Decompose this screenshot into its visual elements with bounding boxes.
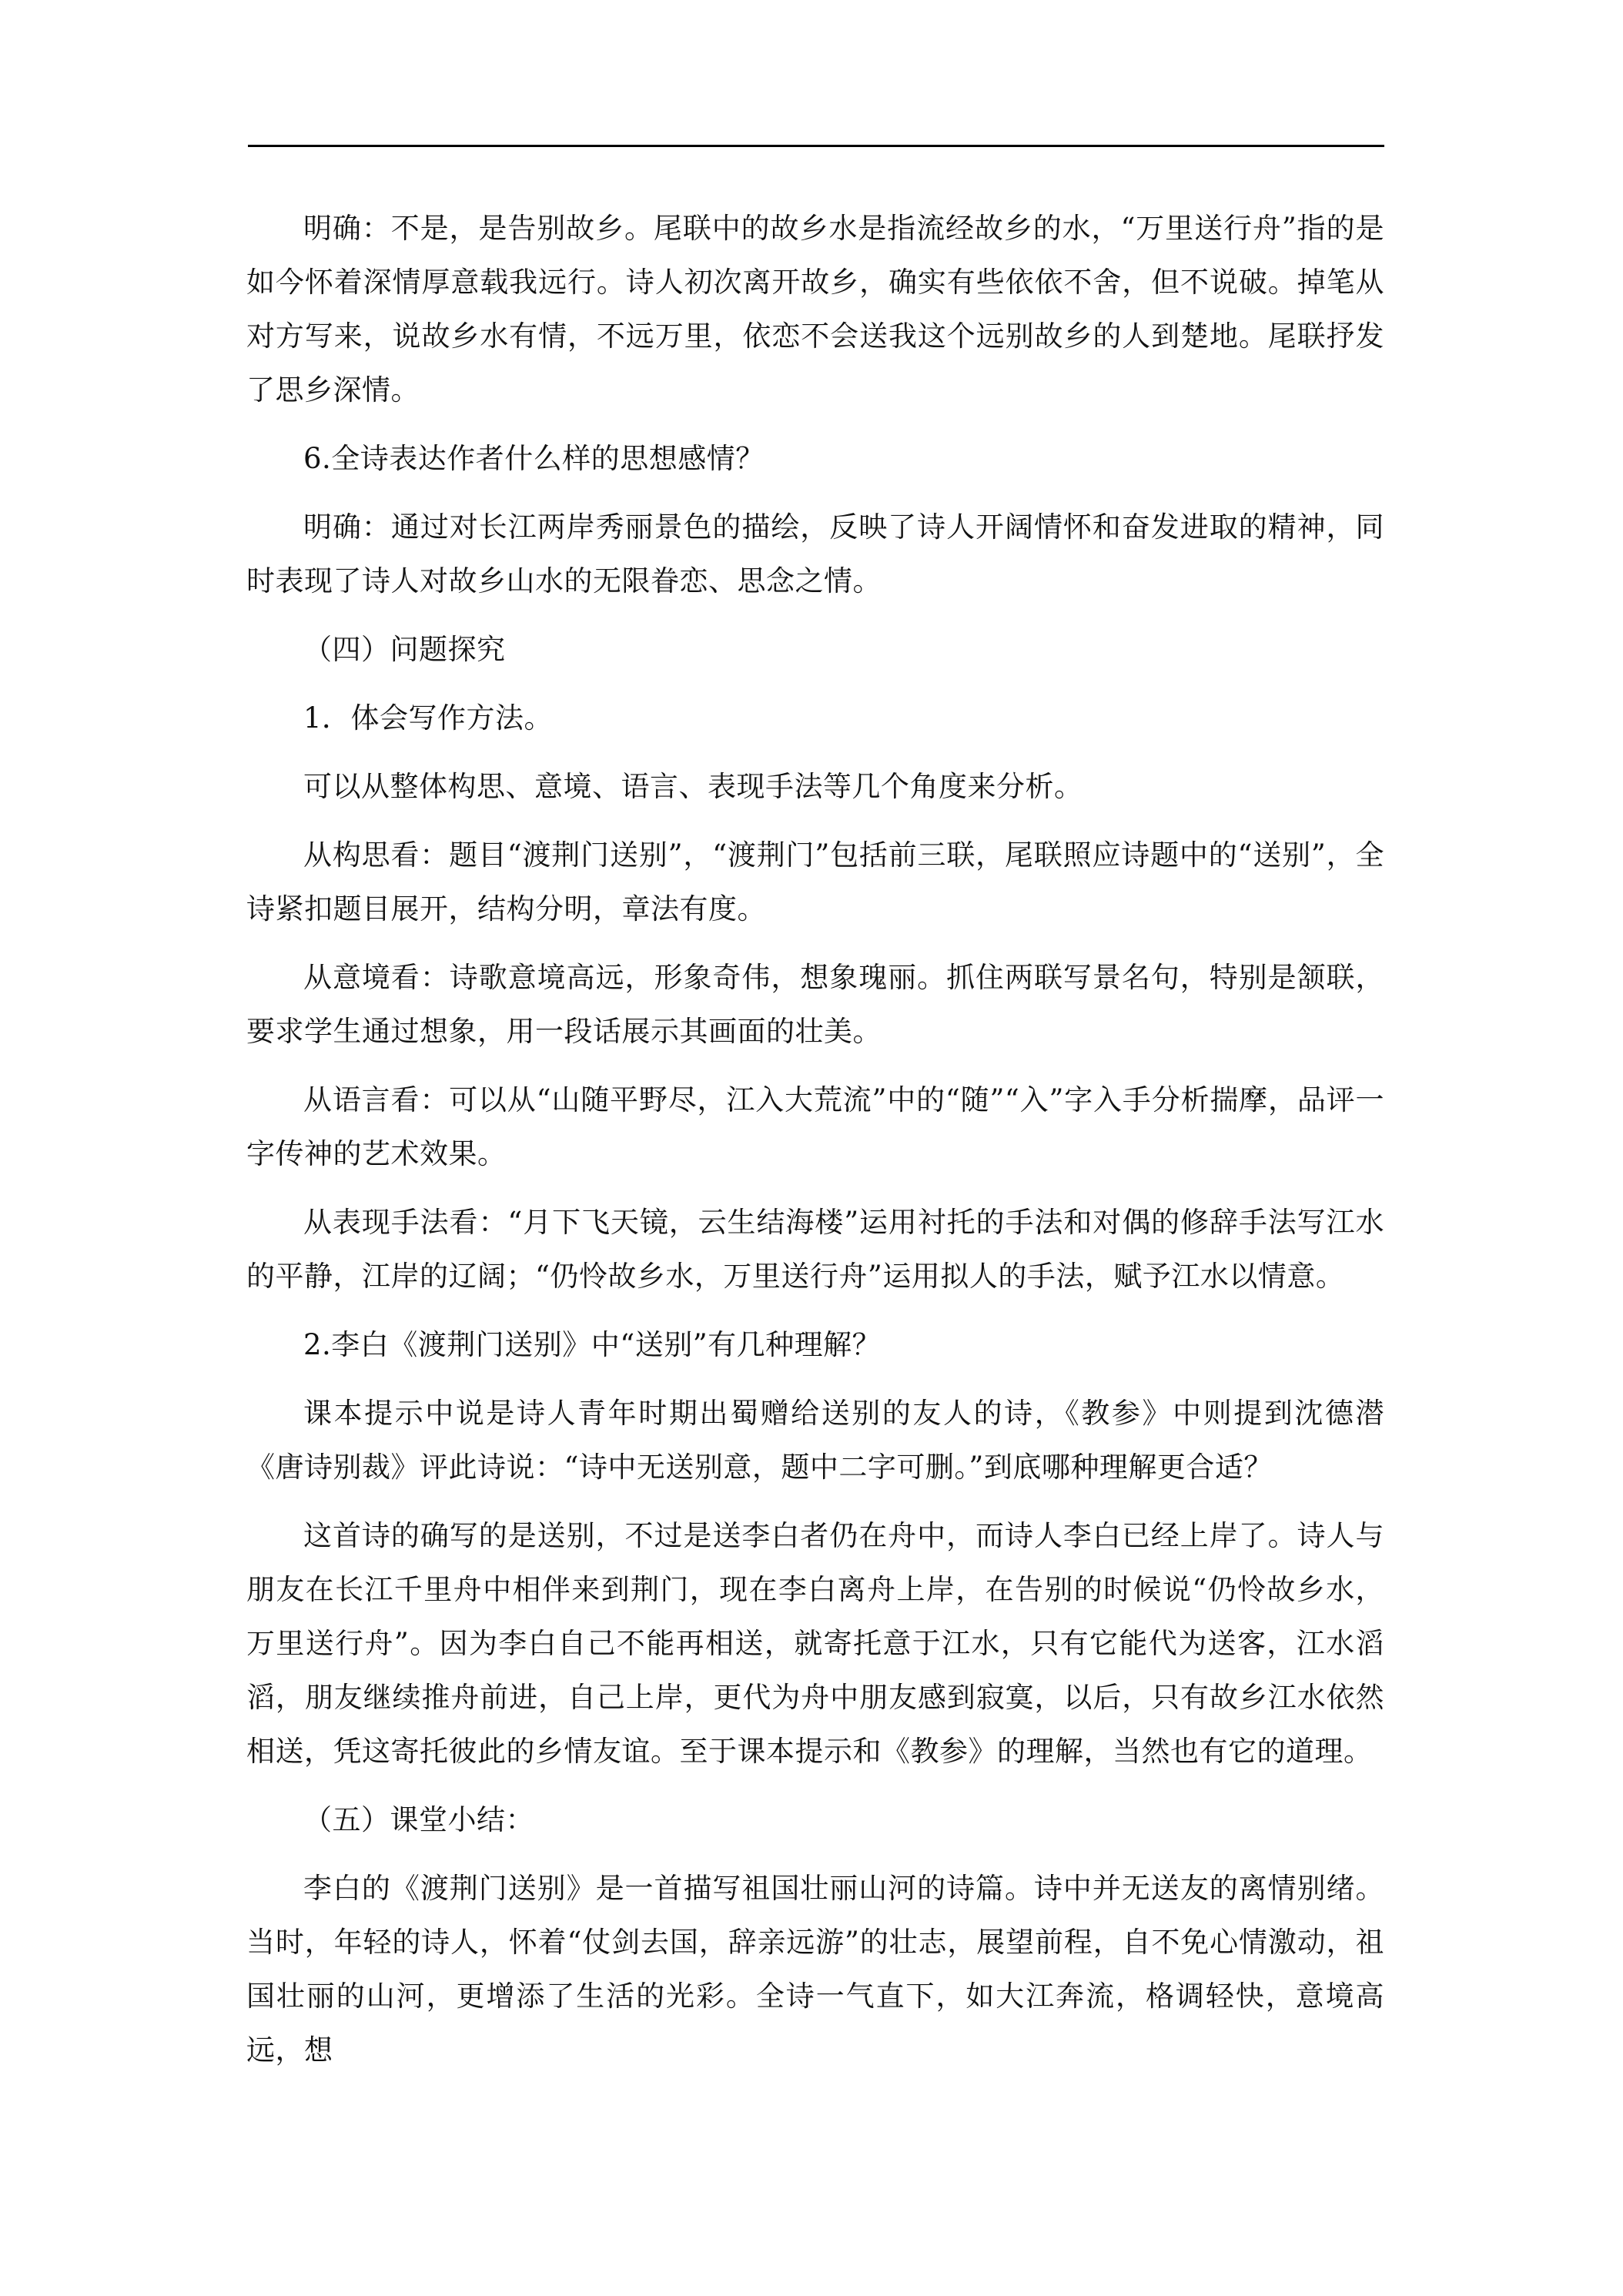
paragraph-farewell-explanation: 这首诗的确写的是送别，不过是送李白者仍在舟中，而诗人李白已经上岸了。诗人与朋友在长江千里舟中相伴来到荆门，现在李白离舟上岸，在告别的时候说“仍怜故乡水，万里送行舟”。因为李白自己不能再相送，就寄托意于江水，只有它能代为送客，江水滔滔，朋友继续推舟前进，自己上岸，更代为舟中朋友感到寂寞，以后，只有故乡江水依然相送，凭这寄托彼此的乡情友谊。至于课本提示和《教参》的理解，当然也有它的道理。 — [246, 1519, 1384, 1768]
question-6: 6.全诗表达作者什么样的思想感情？ — [303, 442, 765, 475]
paragraph-answer-6: 明确：通过对长江两岸秀丽景色的描绘，反映了诗人开阔情怀和奋发进取的精神，同时表现了诗人对故乡山水的无限眷恋、思念之情。 — [246, 510, 1384, 597]
paragraph-analysis-angles: 可以从整体构思、意境、语言、表现手法等几个角度来分析。 — [303, 770, 1083, 803]
paragraph-technique: 从表现手法看：“月下飞天镜，云生结海楼”运用衬托的手法和对偶的修辞手法写江水的平静，江岸的辽阔；“仍怜故乡水，万里送行舟”运用拟人的手法，赋予江水以情意。 — [246, 1206, 1384, 1293]
question-2-farewell: 2.李白《渡荆门送别》中“送别”有几种理解？ — [303, 1328, 882, 1361]
paragraph-structure: 从构思看：题目“渡荆门送别”，“渡荆门”包括前三联，尾联照应诗题中的“送别”，全诗紧扣题目展开，结构分明，章法有度。 — [246, 838, 1384, 925]
paragraph-answer-tail-couplet: 明确：不是，是告别故乡。尾联中的故乡水是指流经故乡的水，“万里送行舟”指的是如今怀着深情厚意载我远行。诗人初次离开故乡，确实有些依依不舍，但不说破。掉笔从对方写来，说故乡水有情，不远万里，依恋不会送我这个远别故乡的人到楚地。尾联抒发了思乡深情。 — [246, 212, 1384, 407]
paragraph-language: 从语言看：可以从“山随平野尽，江入大荒流”中的“随”“入”字入手分析揣摩，品评一字传神的艺术效果。 — [246, 1083, 1384, 1170]
paragraph-textbook-note: 课本提示中说是诗人青年时期出蜀赠给送别的友人的诗，《教参》中则提到沈德潜《唐诗别裁》评此诗说：“诗中无送别意，题中二字可删。”到底哪种理解更合适？ — [246, 1397, 1384, 1484]
section-heading-4: （四）问题探究 — [303, 633, 506, 666]
header-rule — [248, 145, 1384, 147]
document-body — [246, 202, 1384, 2092]
paragraph-summary: 李白的《渡荆门送别》是一首描写祖国壮丽山河的诗篇。诗中并无送友的离情别绪。当时，年轻的诗人，怀着“仗剑去国，辞亲远游”的壮志，展望前程，自不免心情激动，祖国壮丽的山河，更增添了生活的光彩。全诗一气直下，如大江奔流，格调轻快，意境高远，想 — [246, 1872, 1384, 2067]
subheading-writing-method: 1．体会写作方法。 — [303, 701, 554, 735]
section-heading-5: （五）课堂小结： — [303, 1803, 534, 1836]
paragraph-imagery: 从意境看：诗歌意境高远，形象奇伟，想象瑰丽。抓住两联写景名句，特别是颔联，要求学生通过想象，用一段话展示其画面的壮美。 — [246, 961, 1384, 1048]
